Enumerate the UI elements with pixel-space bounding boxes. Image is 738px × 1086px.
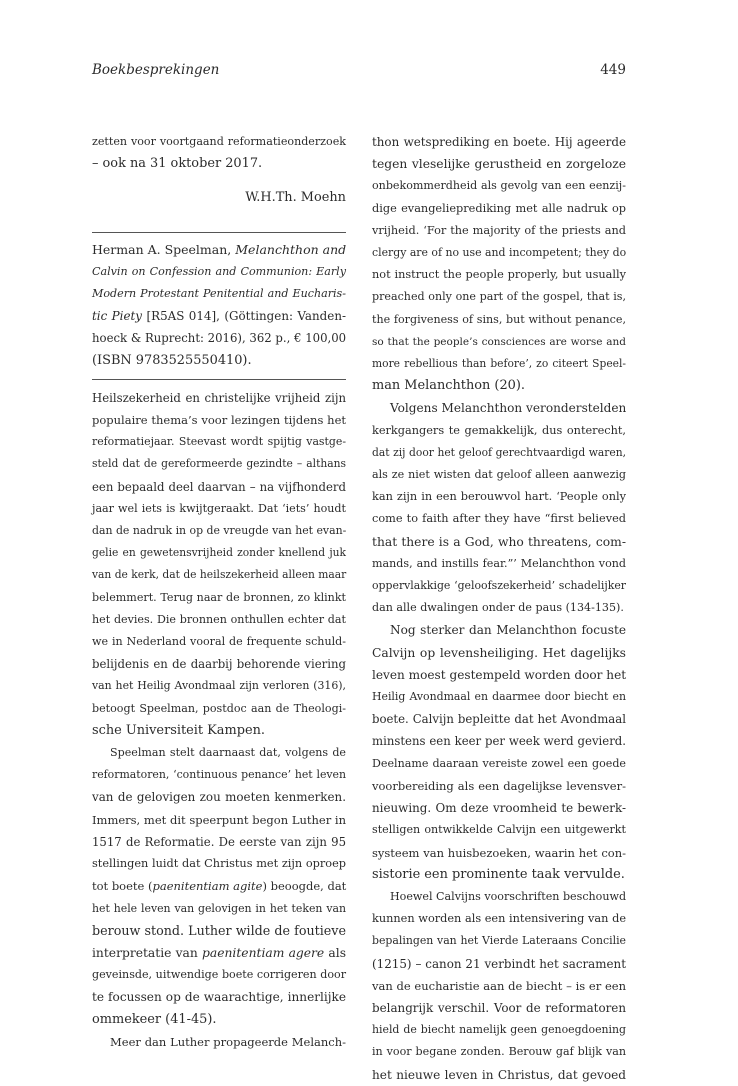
text-line: zetten voor voortgaand reformatieonderzoek xyxy=(92,135,346,148)
paragraph xyxy=(92,742,346,1031)
text-line: tegen vleselijke gerustheid en zorgeloze xyxy=(372,157,626,172)
text-line: (1215) – canon 21 verbindt het sacrament xyxy=(372,956,626,971)
text-line: voorbereiding als een dagelijkse levensver- xyxy=(372,778,626,793)
text-line: Immers, met dit speerpunt begon Luther in xyxy=(92,812,346,827)
text-line: belijdenis en de daarbij behorende viering xyxy=(92,657,346,672)
divider-rule xyxy=(92,232,346,233)
text-line: more rebellious than before’, zo citeert Speel- xyxy=(372,357,626,371)
text-line: van de gelovigen zou moeten kenmerken. xyxy=(92,790,346,805)
text-line: Herman A. Speelman, Melanchthon and xyxy=(92,241,347,257)
text-line: 1517 de Reformatie. De eerste van zijn 95 xyxy=(92,834,346,849)
text-line: come to faith after they have “first believed xyxy=(372,512,626,526)
text-line: (ISBN 9783525550410). xyxy=(92,352,252,368)
text-line: stelligen ontwikkelde Calvijn een uitgewerkt xyxy=(372,823,626,837)
paragraph xyxy=(372,131,626,397)
text-line: berouw stond. Luther wilde de foutieve xyxy=(92,922,346,938)
text-line: Calvijn op levensheiliging. Het dagelijks xyxy=(372,645,626,660)
text-line: hoeck & Ruprecht: 2016), 362 p., € 100,00 xyxy=(92,331,347,346)
text-line: gelie en gewetensvrijheid zonder knellend juk xyxy=(92,546,346,560)
text-line: the forgiveness of sins, but without penance, xyxy=(372,312,626,326)
book-reference xyxy=(92,239,346,372)
text-line: reformatiejaar. Steevast wordt spijtig vastge- xyxy=(92,435,346,449)
text-line: als ze niet wisten dat geloof alleen aanwezig xyxy=(372,468,626,482)
text-line: man Melanchthon (20). xyxy=(372,378,525,394)
text-line: Nog sterker dan Melanchthon focuste xyxy=(390,623,626,638)
text-line: een bepaald deel daarvan – na vijfhonderd xyxy=(92,479,346,494)
running-title: Boekbesprekingen xyxy=(92,62,220,78)
text-line: interpretatie van paenitentiam agere als xyxy=(92,945,347,960)
text-line: we in Nederland vooral de frequente schuld- xyxy=(92,635,346,649)
text-line: Speelman stelt daarnaast dat, volgens de xyxy=(110,746,346,760)
text-line: thon wetsprediking en boete. Hij ageerde xyxy=(372,135,626,149)
text-line: boete. Calvijn bepleitte dat het Avondmaal xyxy=(372,712,626,727)
text-line: dan de nadruk in op de vreugde van het evan- xyxy=(92,524,347,538)
text-line: het devies. Die bronnen onthullen echter dat xyxy=(92,612,346,626)
page-number: 449 xyxy=(600,62,626,78)
text-line: Deelname daaraan vereiste zowel een goede xyxy=(372,756,626,770)
left-column xyxy=(92,131,346,1053)
text-line: onbekommerdheid als gevolg van een eenzij- xyxy=(372,179,626,193)
text-line: Heilig Avondmaal en daarmee door biecht en xyxy=(372,690,626,704)
text-line: leven moest gestempeld worden door het xyxy=(372,667,627,682)
text-line: Heilszekerheid en christelijke vrijheid zijn xyxy=(92,390,346,405)
text-line: clergy are of no use and incompetent; they do xyxy=(372,246,627,260)
text-line: te focussen op de waarachtige, innerlijke xyxy=(92,990,346,1005)
divider-rule xyxy=(92,379,346,380)
text-line: in voor begane zonden. Berouw gaf blijk van xyxy=(372,1045,626,1059)
paragraph xyxy=(372,886,626,1086)
text-line: vrijheid. ‘For the majority of the priests and xyxy=(372,223,626,237)
text-line: Calvin on Confession and Communion: Early xyxy=(92,264,346,278)
paragraph xyxy=(92,1031,346,1053)
text-line: belemmert. Terug naar de bronnen, zo klinkt xyxy=(92,590,346,604)
text-line: hield de biecht namelijk geen genoegdoening xyxy=(372,1023,626,1037)
text-line: mands, and instills fear.”’ Melanchthon vond xyxy=(372,556,626,570)
text-line: jaar wel iets is kwijtgeraakt. Dat ‘iets’ houdt xyxy=(92,501,346,515)
text-line: kerkgangers te gemakkelijk, dus onterecht, xyxy=(372,423,626,437)
text-line: ommekeer (41-45). xyxy=(92,1011,217,1027)
paragraph xyxy=(372,397,626,619)
text-line: tic Piety [R5AS 014], (Göttingen: Vanden- xyxy=(92,309,346,324)
text-line: so that the people’s consciences are worse and xyxy=(372,335,626,348)
text-line: sistorie een prominente taak vervulde. xyxy=(372,866,625,882)
text-line: minstens een keer per week werd gevierd. xyxy=(372,734,626,749)
text-line: kunnen worden als een intensivering van de xyxy=(372,912,626,926)
text-line: not instruct the people properly, but usually xyxy=(372,268,626,282)
text-line: van de eucharistie aan de biecht – is er een xyxy=(372,978,626,993)
text-line: kan zijn in een berouwvol hart. ‘People only xyxy=(372,490,626,504)
text-line: systeem van huisbezoeken, waarin het con- xyxy=(372,845,626,860)
text-line: van de kerk, dat de heilszekerheid alleen maar xyxy=(92,568,347,582)
text-line: reformatoren, ‘continuous penance’ het leven xyxy=(92,768,346,782)
text-line: that there is a God, who threatens, com- xyxy=(372,534,626,549)
text-line: populaire thema’s voor lezingen tijdens het xyxy=(92,413,346,428)
text-line: – ook na 31 oktober 2017. xyxy=(92,156,263,172)
text-line: het nieuwe leven in Christus, dat gevoed xyxy=(372,1067,626,1082)
text-line: Hoewel Calvijns voorschriften beschouwd xyxy=(390,889,627,903)
running-header xyxy=(92,62,626,82)
text-line: nieuwing. Om deze vroomheid te bewerk- xyxy=(372,801,626,816)
text-line: oppervlakkige ‘geloofszekerheid’ schadelijker xyxy=(372,579,626,593)
text-line: Volgens Melanchthon veronderstelden xyxy=(390,401,627,416)
text-line: belangrijk verschil. Voor de reformatoren xyxy=(372,1000,626,1015)
text-line: Meer dan Luther propageerde Melanch- xyxy=(110,1034,346,1049)
text-line: geveinsde, uitwendige boete corrigeren door xyxy=(92,968,346,982)
text-line: Modern Protestant Penitential and Eucharis- xyxy=(92,287,346,301)
text-line: bepalingen van het Vierde Lateraans Concilie xyxy=(372,934,626,948)
text-line: betoogt Speelman, postdoc aan de Theologi- xyxy=(92,701,346,715)
reviewer-signature: W.H.Th. Moehn xyxy=(245,190,346,206)
text-line: dat zij door het geloof gerechtvaardigd waren, xyxy=(372,445,626,459)
text-line: stellingen luidt dat Christus met zijn oproep xyxy=(92,857,346,871)
text-line: het hele leven van gelovigen in het teken van xyxy=(92,901,346,915)
paragraph xyxy=(92,387,346,742)
text-line: preached only one part of the gospel, that is, xyxy=(372,290,626,304)
text-line: van het Heilig Avondmaal zijn verloren (316), xyxy=(92,679,346,693)
paragraph xyxy=(372,619,626,885)
right-column xyxy=(372,131,626,1086)
text-line: tot boete (paenitentiam agite) beoogde, dat xyxy=(92,879,347,894)
review-ending xyxy=(92,131,346,175)
text-line: sche Universiteit Kampen. xyxy=(92,722,265,738)
text-line: dige evangelieprediking met alle nadruk op xyxy=(372,201,626,215)
text-line: dan alle dwalingen onder de paus (134-135). xyxy=(372,601,624,615)
text-line: steld dat de gereformeerde gezindte – althans xyxy=(92,457,346,471)
